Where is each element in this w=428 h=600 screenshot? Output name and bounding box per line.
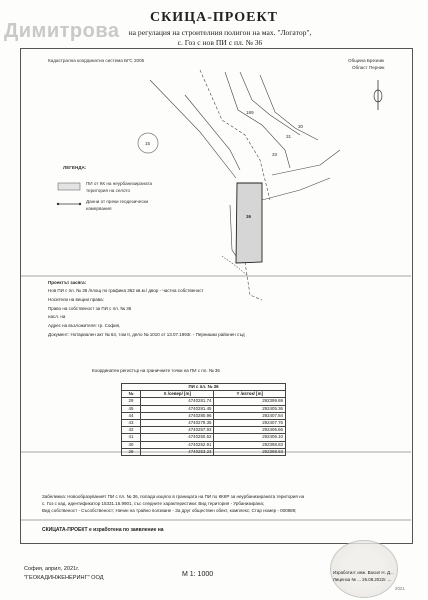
y-coordinate: 292406.10 <box>214 434 286 441</box>
x-coordinate: 4740257.93 <box>141 427 214 434</box>
legend-item-2b: измервания <box>86 206 112 211</box>
note-line-2: с. Гоз с кад. идентификатор 15331.16.9901, със следните характеристики: Вид територия - Урбанизирана; <box>42 501 265 506</box>
parcel-label-33: 33 <box>272 152 278 157</box>
legend-item-1b: територия на селото <box>86 188 131 193</box>
coord-system-label: Кадастрална координатна система БГС 2005 <box>48 58 145 63</box>
x-coordinate: 4740280.96 <box>141 412 214 419</box>
point-number: 28 <box>122 448 141 455</box>
register-row <box>122 448 286 455</box>
register-row <box>122 441 286 448</box>
circle-number: 15 <box>145 141 151 146</box>
point-number: 45 <box>122 405 141 412</box>
register-row <box>122 419 286 426</box>
footer-city-date: София, април, 2021г. <box>24 566 80 572</box>
info-line-6: Документ: Нотариален акт № 64, том II, дело № 1010 от 13.07.1993г. - Пернишки районен съд <box>48 332 245 337</box>
point-number: 41 <box>122 434 141 441</box>
info-line-2: Носители на вещни права: <box>48 297 104 302</box>
region-label: Област Перник <box>352 65 385 70</box>
footer-license: Лиценза № ... 26.08.2022г. ... <box>333 577 392 582</box>
legend-parcel-swatch <box>58 183 80 190</box>
note-line-3: Вид собственост - Съсобственост; Начин на трайно ползване - За друг обществен обект, комплекс; Стар номер - 000889; <box>42 508 297 513</box>
col-x: X /север/ [m] <box>141 391 214 398</box>
register-table-title: ПИ с пл. № 36 <box>122 384 286 391</box>
y-coordinate: 292398.63 <box>214 441 286 448</box>
watermark: Димитрова <box>4 20 120 42</box>
x-coordinate: 4740281.74 <box>141 398 214 405</box>
municipality-label: Община Брезник <box>348 58 385 63</box>
x-coordinate: 4740253.23 <box>141 448 214 455</box>
point-number: 40 <box>122 441 141 448</box>
info-heading: Проектът засяга: <box>48 280 87 285</box>
subtitle-line-2: с. Гоз с нов ПИ с пл. № 36 <box>177 38 263 47</box>
legend-item-2a: Данни от преки геодезически <box>86 199 149 204</box>
parcel-36 <box>236 183 262 263</box>
point-number: 43 <box>122 419 141 426</box>
info-line-5: Адрес на възложителя: гр. София, <box>48 323 121 328</box>
point-number: 44 <box>122 412 141 419</box>
company-stamp <box>330 540 398 598</box>
parcel-label-31: 31 <box>286 134 292 139</box>
page-title: СКИЦА-ПРОЕКТ <box>150 10 278 25</box>
register-row <box>122 427 286 434</box>
parcel-label-30: 30 <box>298 124 304 129</box>
register-row <box>122 398 286 405</box>
register-row <box>122 434 286 441</box>
footer-role: Изработил: инж. Васил Н. Д... <box>333 570 394 575</box>
subtitle-line-1: на регулация на строителния полигон на мах. "Логатор", <box>128 28 312 37</box>
col-y: Y /изток/ [m] <box>214 391 286 398</box>
parcel-label-189: 189 <box>246 110 254 115</box>
y-coordinate: 292399.69 <box>214 398 286 405</box>
point-number: 42 <box>122 427 141 434</box>
x-coordinate: 4740281.45 <box>141 405 214 412</box>
x-coordinate: 4740279.35 <box>141 419 214 426</box>
legend-item-1a: ПИ от КК на неурбанизираната <box>86 181 153 186</box>
y-coordinate: 292407.84 <box>214 412 286 419</box>
approval-line: СКИЦАТА-ПРОЕКТ е изработена по заявление на <box>42 527 164 533</box>
footer-company: "ГЕОКАДИНЖЕНЕРИНГ" ООД <box>24 575 104 581</box>
x-coordinate: 4740252.91 <box>141 441 214 448</box>
y-coordinate: 292406.66 <box>214 427 286 434</box>
register-row <box>122 405 286 412</box>
y-coordinate: 292398.63 <box>214 448 286 455</box>
note-line-1: Забележка: Новообразуваният ПИ с пл. № 36, попада изцяло в границата на ПИ по КККР за неурбанизираната територия на <box>42 494 305 499</box>
point-number: 29 <box>122 398 141 405</box>
legend-title: ЛЕГЕНДА: <box>63 165 87 170</box>
col-number: № <box>122 391 141 398</box>
y-coordinate: 292407.76 <box>214 419 286 426</box>
info-line-4: насл. на <box>48 314 66 319</box>
footer-date-stamp: 2021 <box>395 586 405 591</box>
x-coordinate: 4740250.52 <box>141 434 214 441</box>
footer-scale: М 1: 1000 <box>182 571 214 578</box>
coordinate-register-table <box>121 383 286 456</box>
register-row <box>122 412 286 419</box>
register-title: Координатен регистър на граничните точки на ПИ с пл. № 36 <box>92 368 220 373</box>
info-line-3: Право на собственост за ПИ с пл. № 36 <box>48 306 132 311</box>
parcel-label-36: 36 <box>246 214 252 219</box>
info-line-1: Нов ПИ с пл. № 36 /площ по графика 362 кв.м./ двор - частна собственост <box>48 288 204 293</box>
north-arrow-icon <box>374 80 382 110</box>
y-coordinate: 292405.36 <box>214 405 286 412</box>
